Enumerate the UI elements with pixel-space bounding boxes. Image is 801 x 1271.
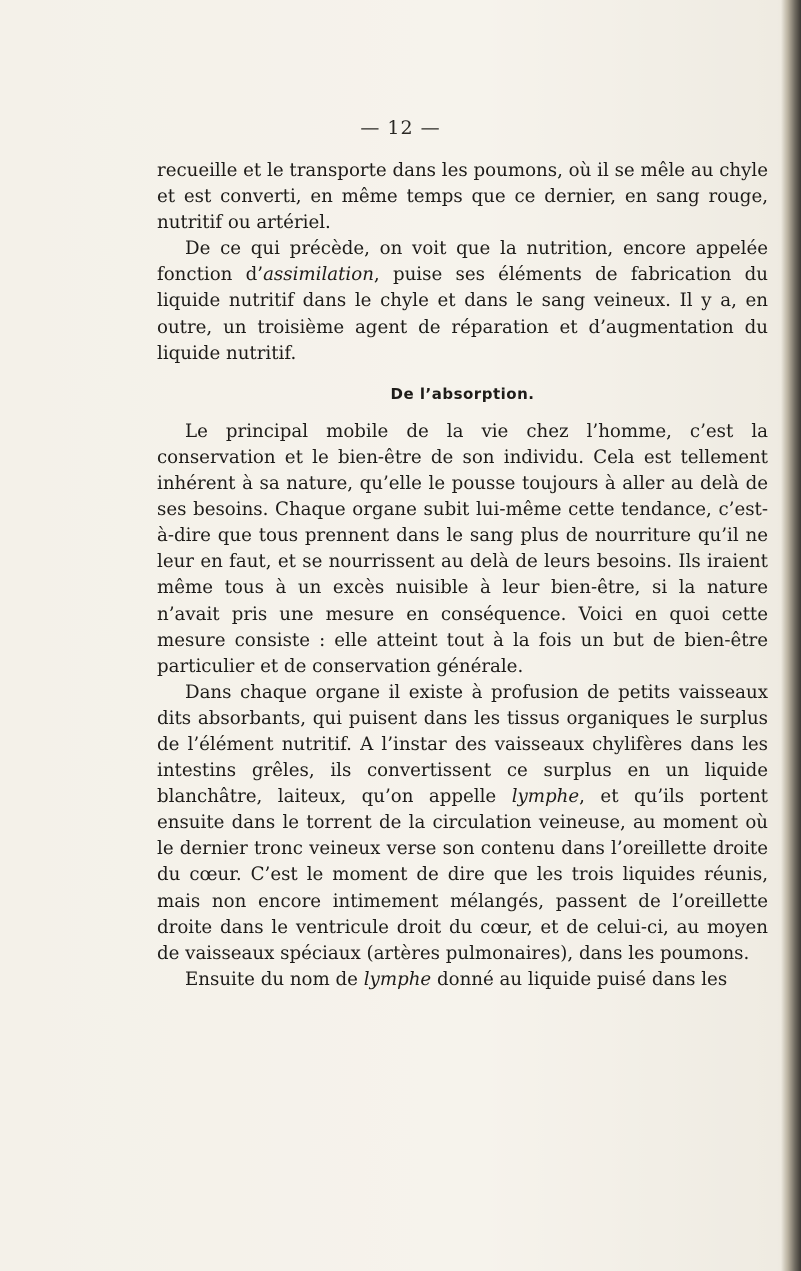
paragraph-text: , et qu’ils portent ensuite dans le torrent de la circulation veineuse, au moment où le dernier tronc veineux verse son contenu dans l’oreillette droite du cœur. C’est le moment de dire que les trois liquides réunis, mais non encore intimement mélangés, passent de l’oreillette droite dans le ventricule droit du cœur, et de celui-ci, au moyen de vaisseaux spéciaux (artères pulmonaires), dans les poumons.: [157, 786, 768, 964]
paragraph-principal-mobile: Le principal mobile de la vie chez l’homme, c’est la conservation et le bien-être de son individu. Cela est tellement inhérent à sa nature, qu’elle le pousse toujours à aller au delà de ses besoins. Chaque organe subit lui-même cette tendance, c’est-à-dire que tous prennent dans le sang plus de nourriture qu’il ne leur en faut, et se nourrissent au delà de leurs besoins. Ils iraient même tous à un excès nuisible à leur bien-être, si la nature n’avait pris une mesure en conséquence. Voici en quoi cette mesure consiste : elle atteint tout à la fois un but de bien-être particulier et de conservation générale.: [157, 420, 768, 677]
page-number: — 12 —: [360, 117, 441, 139]
italic-term: assimilation: [263, 264, 374, 286]
italic-term: lymphe: [363, 968, 432, 990]
paragraph-vaisseaux: [157, 680, 768, 967]
paragraph-continuation: recueille et le transporte dans les poumons, où il se mêle au chyle et est converti, en même temps que ce dernier, en sang rouge, nutritif ou artériel.: [157, 160, 768, 234]
body-text: [157, 158, 768, 993]
paragraph-text: donné au liquide puisé dans les: [431, 968, 728, 990]
paragraph-text: De ce qui précède, on voit que la nutrition, encore appelée fonction d’: [157, 238, 768, 286]
paragraph-text: Dans chaque organe il existe à profusion de petits vaisseaux dits absorbants, qui puisent dans les tissus organiques le surplus de l’élément nutritif. A l’instar des vaisseaux chylifères dans les intestins grêles, ils convertissent ce surplus en un liquide blanchâtre, laiteux, qu’on appelle: [157, 681, 768, 808]
paragraph-assimilation: [157, 236, 768, 366]
paragraph-text: , puise ses éléments de fabrication du liquide nutritif dans le chyle et dans le sang veineux. Il y a, en outre, un troisième agent de réparation et d’augmentation du liquide nutritif.: [157, 264, 768, 364]
paragraph-text: Ensuite du nom de: [185, 968, 364, 990]
italic-term: lymphe: [511, 786, 580, 808]
page-edge-shadow: [781, 0, 801, 1271]
section-heading: De l’absorption.: [390, 384, 535, 403]
paragraph-ensuite: [157, 967, 768, 993]
